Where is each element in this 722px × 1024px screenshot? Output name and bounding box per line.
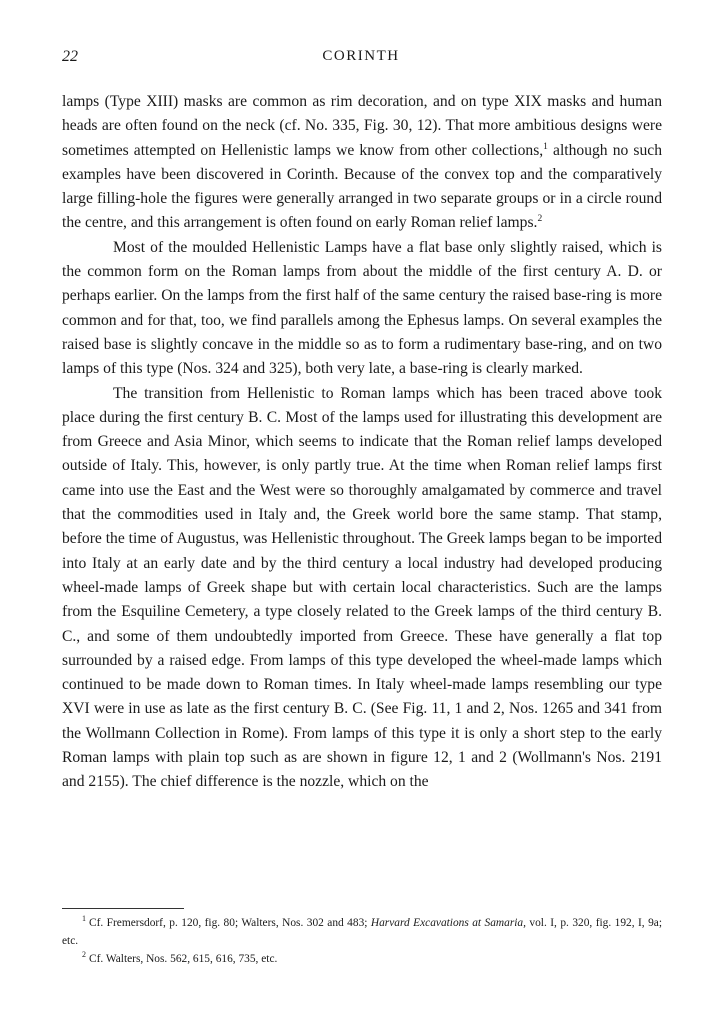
footnote-ref-2: 2 [537, 214, 543, 225]
paragraph-1 [62, 90, 662, 236]
footnote-rule [62, 908, 184, 909]
page-number: 22 [62, 48, 78, 65]
page-header [62, 48, 660, 72]
paragraph-1-text-a: lamps (Type XIII) masks are common as rim decoration, and on type XIX masks and human heads are often found on the neck (cf. No. 335, Fig. 30, 12). That more ambitious designs were sometimes attempted on Hellenistic lamps we know from other collections, [62, 93, 662, 159]
footnote-2 [62, 950, 662, 968]
paragraph-3: The transition from Hellenistic to Roman lamps which has been traced above took place during the first century B. C. Most of the lamps used for illustrating this development are from Greece and Asia Minor, which seems to indicate that the Roman relief lamps developed outside of Italy. This, however, is only partly true. At the time when Roman relief lamps first came into use the East and the West were so thoroughly amalgamated by commerce and travel that the commodities used in Italy and, the Greek world bore the same stamp. That stamp, before the time of Augustus, was Hellenistic throughout. The Greek lamps began to be imported into Italy at an early date and by the third century a local industry had developed producing wheel-made lamps of Greek shape but with certain local characteristics. Such are the lamps from the Esquiline Cemetery, a type closely related to the Greek lamps of the third century B. C., and some of them undoubtedly imported from Greece. These have generally a flat top surrounded by a raised edge. From lamps of this type developed the wheel-made lamps which continued to be made down to Roman times. In Italy wheel-made lamps resembling our type XVI were in use as late as the first century B. C. (See Fig. 11, 1 and 2, Nos. 1265 and 341 from the Wollmann Collection in Rome). From lamps of this type it is only a short step to the early Roman lamps with plain top such as are shown in figure 12, 1 and 2 (Wollmann's Nos. 2191 and 2155). The chief difference is the nozzle, which on the [62, 384, 662, 791]
paragraph-2: Most of the moulded Hellenistic Lamps have a flat base only slightly raised, which is the common form on the Roman lamps from about the middle of the first century A. D. or perhaps earlier. On the lamps from the first half of the same century the raised base-ring is more common and for that, too, we find parallels among the Ephesus lamps. On several examples the raised base is slightly concave in the middle so as to form a rudimentary base-ring, and on two lamps of this type (Nos. 324 and 325), both very late, a base-ring is clearly marked. [62, 238, 662, 378]
footnote-2-mark: 2 [82, 950, 86, 960]
footnote-1-mark: 1 [82, 914, 86, 924]
body-text [62, 90, 662, 795]
paragraph-1-text-b: although no such examples have been discovered in Corinth. Because of the convex top and the comparatively large filling-hole the figures were generally arranged in two separate groups or in a circle round the centre, and this arrangement is often found on early Roman relief lamps. [62, 141, 662, 232]
footnotes [62, 914, 662, 968]
footnote-1 [62, 914, 662, 950]
running-head: CORINTH [322, 48, 400, 64]
footnote-1-text-b: vol. I, p. 320, fig. 192, I, 9a; etc. [62, 917, 662, 947]
footnote-ref-1: 1 [543, 141, 548, 152]
footnote-1-italic: Harvard Excavations at Samaria, [370, 917, 526, 929]
footnote-1-text-a: Cf. Fremersdorf, p. 120, fig. 80; Walters, Nos. 302 and 483; [89, 917, 368, 929]
footnote-2-text: Cf. Walters, Nos. 562, 615, 616, 735, etc. [89, 953, 278, 965]
